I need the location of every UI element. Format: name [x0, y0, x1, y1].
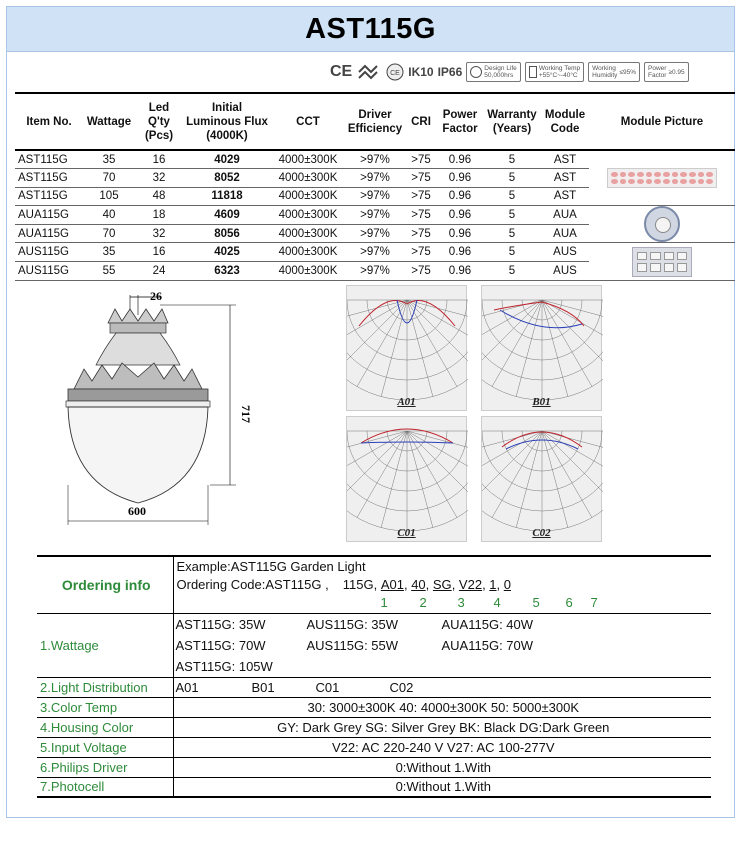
spec-cell: 4025	[183, 243, 271, 262]
spec-cell: 70	[83, 224, 135, 243]
col-header-text: Warranty (Years)	[487, 108, 537, 135]
spec-cell: 48	[135, 187, 183, 206]
spec-cell: 16	[135, 243, 183, 262]
spec-cell: 5	[483, 224, 541, 243]
col-header-text: Module Code	[544, 108, 586, 135]
color-temp-row	[37, 697, 711, 717]
polar-grid	[347, 417, 468, 543]
spec-row	[15, 150, 735, 169]
wattage-option: AST115G: 70W	[175, 637, 266, 653]
polar-chart-label: B01	[532, 396, 551, 408]
col-header: Item No.	[15, 93, 83, 150]
dim-width: 600	[128, 504, 146, 518]
spec-cell: >97%	[345, 224, 405, 243]
polar-chart-label: C02	[532, 527, 551, 539]
ordering-info-content	[173, 556, 711, 613]
spec-cell: >75	[405, 243, 437, 262]
spec-cell: 4000±300K	[271, 206, 345, 225]
polar-grid	[347, 286, 468, 412]
ordering-code-numbers	[177, 594, 712, 612]
col-header-text: Driver Efficiency	[347, 108, 403, 135]
spec-cell: 55	[83, 262, 135, 281]
badge-text: Working Temp	[538, 65, 581, 72]
code-part: A01	[380, 576, 404, 592]
wattage-row	[37, 613, 711, 677]
spec-cell: 18	[135, 206, 183, 225]
spec-cell: >97%	[345, 262, 405, 281]
spec-cell: >97%	[345, 243, 405, 262]
spec-cell: 4000±300K	[271, 243, 345, 262]
badge-text: +55°C~-40°C	[538, 72, 578, 79]
spec-row	[15, 206, 735, 225]
spec-cell: 5	[483, 150, 541, 169]
spec-cell: 5	[483, 262, 541, 281]
distribution-row	[37, 677, 711, 697]
color-temp-label: 3.Color Temp	[37, 697, 173, 717]
wattage-option: AST115G: 105W	[175, 658, 273, 674]
code-number: 7	[590, 594, 598, 610]
spec-cell: 16	[135, 150, 183, 169]
distribution-option: B01	[251, 679, 275, 695]
ordering-code: Ordering Code:AST115G , 115G, A01, 40, SG, V22, 1, 0	[176, 576, 511, 592]
spec-cell: 5	[483, 243, 541, 262]
input-voltage-label: 5.Input Voltage	[37, 737, 173, 757]
spec-cell: 5	[483, 206, 541, 225]
photocell-label: 7.Photocell	[37, 777, 173, 797]
input-voltage-row	[37, 737, 711, 757]
spec-cell: AUA	[541, 224, 589, 243]
spec-cell: 32	[135, 224, 183, 243]
module-picture-aua	[589, 206, 735, 243]
spec-cell: >97%	[345, 187, 405, 206]
photocell-row	[37, 777, 711, 797]
col-header	[135, 93, 183, 150]
spec-cell: >75	[405, 169, 437, 188]
ip-rating: IP66	[437, 65, 463, 79]
svg-text:CE: CE	[390, 70, 401, 77]
spec-cell: 40	[83, 206, 135, 225]
dim-height: 717	[239, 405, 253, 423]
module-image	[644, 206, 680, 242]
polar-curve	[500, 310, 582, 328]
wattage-option: AUA115G: 40W	[441, 616, 534, 632]
design-life-badge	[466, 62, 521, 82]
spec-cell: 35	[83, 150, 135, 169]
spec-cell: 4000±300K	[271, 150, 345, 169]
spec-cell: 5	[483, 187, 541, 206]
spec-cell: 35	[83, 243, 135, 262]
spec-cell: 8052	[183, 169, 271, 188]
module-image	[607, 168, 717, 188]
spec-cell: >75	[405, 224, 437, 243]
spec-cell: >75	[405, 206, 437, 225]
spec-cell: AST	[541, 169, 589, 188]
code-part: 1	[489, 576, 497, 592]
code-part: 40	[411, 576, 426, 592]
code-part: V22	[458, 576, 483, 592]
spec-cell: >75	[405, 150, 437, 169]
dim-top: 26	[150, 289, 162, 303]
col-header	[437, 93, 483, 150]
code-number: 6	[565, 594, 573, 610]
badge-text: 50,000hrs	[484, 72, 514, 79]
wattage-option: AUS115G: 55W	[306, 637, 399, 653]
spec-cell: AUS	[541, 243, 589, 262]
spec-cell: 32	[135, 169, 183, 188]
badge-text: Power	[648, 65, 667, 72]
polar-chart-c01	[346, 416, 467, 542]
ordering-info-label: Ordering info	[37, 556, 173, 613]
polar-chart-a01	[346, 285, 467, 411]
spec-cell: 4000±300K	[271, 169, 345, 188]
code-part: 115G	[342, 576, 374, 592]
badge-text: Design Life	[484, 65, 517, 72]
polar-grid	[482, 286, 603, 412]
spec-cell: 8056	[183, 224, 271, 243]
wattage-option: AST115G: 35W	[175, 616, 266, 632]
spec-cell: AUS115G	[15, 243, 83, 262]
wattage-label: 1.Wattage	[37, 613, 173, 677]
polar-chart-label: C01	[397, 527, 416, 539]
spec-cell: AUA115G	[15, 224, 83, 243]
code-number: 4	[493, 594, 501, 610]
spec-cell: 4000±300K	[271, 224, 345, 243]
wattage-option: AUA115G: 70W	[441, 637, 534, 653]
working-temp-badge	[525, 62, 584, 82]
ik-rating: IK10	[408, 65, 434, 79]
spec-cell: AST	[541, 150, 589, 169]
spec-cell: AST115G	[15, 150, 83, 169]
spec-cell: 0.96	[437, 262, 483, 281]
housing-color-label: 4.Housing Color	[37, 717, 173, 737]
spec-header-row	[15, 93, 735, 150]
fixture-dimension-drawing	[60, 285, 260, 525]
spec-cell: 4000±300K	[271, 187, 345, 206]
spec-cell: AUA	[541, 206, 589, 225]
clock-icon	[470, 66, 482, 78]
code-part: 0	[503, 576, 511, 592]
thermometer-icon	[529, 66, 537, 78]
spec-cell: AST	[541, 187, 589, 206]
spec-cell: 70	[83, 169, 135, 188]
certification-row	[330, 60, 740, 84]
page-title: AST115G	[305, 12, 436, 45]
title-bar	[7, 7, 734, 52]
polar-chart-b01	[481, 285, 602, 411]
driver-content: 0:Without 1.With	[173, 757, 711, 777]
spec-cell: 0.96	[437, 243, 483, 262]
badge-text: Humidity	[592, 72, 618, 79]
distribution-option: C02	[389, 679, 414, 695]
col-header	[541, 93, 589, 150]
col-header	[183, 93, 271, 150]
spec-cell: 0.96	[437, 206, 483, 225]
input-voltage-content: V22: AC 220-240 V V27: AC 100-277V	[173, 737, 711, 757]
spec-cell: >97%	[345, 150, 405, 169]
badge-text: ≤95%	[619, 68, 636, 76]
spec-cell: 105	[83, 187, 135, 206]
spec-cell: 0.96	[437, 169, 483, 188]
spec-cell: 24	[135, 262, 183, 281]
distribution-content	[173, 677, 711, 697]
badge-text: ≥0.95	[668, 68, 685, 76]
code-number: 2	[419, 594, 427, 610]
distribution-option: C01	[315, 679, 340, 695]
col-header-text: Power Factor	[442, 108, 478, 135]
spec-cell: 0.96	[437, 187, 483, 206]
spec-cell: >97%	[345, 169, 405, 188]
spec-cell: AUA115G	[15, 206, 83, 225]
polar-chart-label: A01	[397, 396, 416, 408]
wattage-content	[173, 613, 711, 677]
col-header: CCT	[271, 93, 345, 150]
housing-color-row	[37, 717, 711, 737]
module-picture-aus	[589, 243, 735, 280]
col-header: Wattage	[83, 93, 135, 150]
col-header: Module Picture	[589, 93, 735, 150]
badge-text: Factor	[648, 72, 667, 79]
rohs-icon	[356, 63, 382, 81]
code-number: 3	[457, 594, 465, 610]
ordering-code-prefix: Ordering Code:AST115G ,	[176, 576, 329, 592]
photocell-content: 0:Without 1.With	[173, 777, 711, 797]
spec-cell: 0.96	[437, 150, 483, 169]
polar-grid	[482, 417, 603, 543]
ordering-info-row	[37, 556, 711, 613]
module-picture-ast	[589, 150, 735, 206]
col-header-text: Led Q'ty (Pcs)	[144, 101, 174, 142]
col-header	[483, 93, 541, 150]
module-image	[632, 247, 692, 277]
spec-cell: 0.96	[437, 224, 483, 243]
ordering-table	[37, 555, 711, 798]
spec-cell: AUS	[541, 262, 589, 281]
distribution-option: A01	[175, 679, 199, 695]
badge-text: Working	[592, 65, 616, 72]
code-part: SG	[432, 576, 452, 592]
col-header-text: Initial Luminous Flux (4000K)	[186, 101, 268, 142]
housing-color-content: GY: Dark Grey SG: Silver Grey BK: Black DG:Dark Green	[173, 717, 711, 737]
wattage-line	[176, 614, 712, 635]
spec-table	[15, 92, 735, 281]
polar-chart-c02	[481, 416, 602, 542]
spec-cell: 5	[483, 169, 541, 188]
power-factor-badge	[644, 62, 689, 82]
col-header	[345, 93, 405, 150]
saa-icon	[386, 63, 404, 81]
code-number: 5	[532, 594, 540, 610]
spec-cell: >75	[405, 187, 437, 206]
spec-cell: >75	[405, 262, 437, 281]
ce-mark: CE	[330, 63, 353, 80]
spec-cell: >97%	[345, 206, 405, 225]
ordering-example: Example:AST115G Garden Light	[176, 558, 366, 574]
wattage-line	[176, 635, 712, 656]
driver-label: 6.Philips Driver	[37, 757, 173, 777]
humidity-badge	[588, 62, 640, 82]
distribution-label: 2.Light Distribution	[37, 677, 173, 697]
spec-row	[15, 243, 735, 262]
spec-cell: AUS115G	[15, 262, 83, 281]
color-temp-content: 30: 3000±300K 40: 4000±300K 50: 5000±300K	[173, 697, 711, 717]
spec-cell: AST115G	[15, 187, 83, 206]
code-number: 1	[380, 594, 388, 610]
spec-cell: 6323	[183, 262, 271, 281]
spec-cell: 4000±300K	[271, 262, 345, 281]
wattage-option: AUS115G: 35W	[306, 616, 399, 632]
spec-cell: 4029	[183, 150, 271, 169]
driver-row	[37, 757, 711, 777]
spec-cell: AST115G	[15, 169, 83, 188]
spec-cell: 4609	[183, 206, 271, 225]
spec-cell: 11818	[183, 187, 271, 206]
col-header: CRI	[405, 93, 437, 150]
